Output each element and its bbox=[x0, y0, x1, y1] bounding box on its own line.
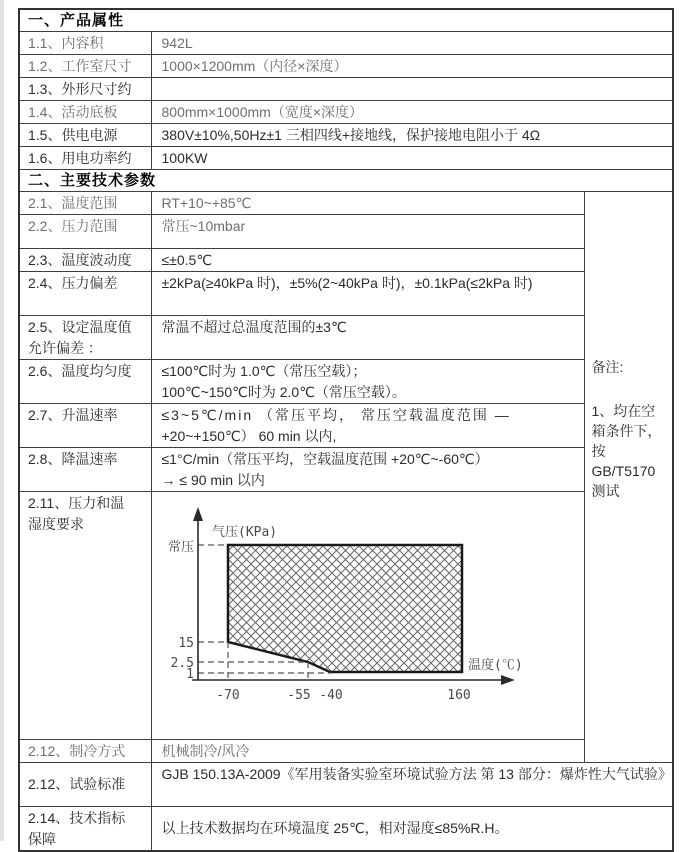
row-value bbox=[151, 78, 673, 101]
row-value: ±2kPa(≥40kPa 时)，±5%(2~40kPa 时)，±0.1kPa(≤2kPa 时) bbox=[151, 272, 584, 316]
row-label: 1.1、内容积 bbox=[19, 32, 151, 55]
row-value: 1000×1200mm（内径×深度） bbox=[151, 55, 673, 78]
table-row bbox=[19, 249, 673, 272]
allowed-region-hatched bbox=[228, 545, 462, 672]
row-label-line2: 允许偏差 ： bbox=[28, 340, 102, 356]
remarks-line: 1、均在空箱条件下，按 bbox=[591, 403, 662, 459]
row-label: 1.2、工作室尺寸 bbox=[19, 55, 151, 78]
y-tick-15: 15 bbox=[177, 636, 194, 651]
remarks-line: GB/T5170 bbox=[591, 463, 656, 479]
row-value-line2: +20~+150℃） 60 min 以内, bbox=[161, 428, 337, 444]
row-label: 2.3、温度波动度 bbox=[19, 249, 151, 272]
table-row bbox=[19, 124, 673, 147]
row-value: 常压~10mbar bbox=[151, 215, 584, 249]
row-label: 2.8、降温速率 bbox=[19, 448, 151, 492]
x-tick-minus40: -40 bbox=[318, 688, 343, 703]
y-axis-arrow bbox=[193, 507, 203, 521]
y-tick-1: 1 bbox=[185, 667, 194, 682]
row-label: 2.2、压力范围 bbox=[19, 215, 151, 249]
section1-title: 一、产品属性 bbox=[19, 9, 673, 32]
row-value: 以上技术数据均在环境温度 25℃，相对湿度≤85%R.H。 bbox=[151, 807, 673, 852]
row-label: 2.1、温度范围 bbox=[19, 192, 151, 215]
row-label: 1.3、外形尺寸约 bbox=[19, 78, 151, 101]
row-value: 机械制冷/风冷 bbox=[151, 740, 584, 763]
table-row bbox=[19, 807, 673, 852]
row-label: 1.4、活动底板 bbox=[19, 101, 151, 124]
row-label: 1.6、用电功率约 bbox=[19, 147, 151, 170]
y-tick-2-5: 2.5 bbox=[170, 656, 194, 671]
row-value: ≤±0.5℃ bbox=[151, 249, 584, 272]
x-axis-title: 温度(℃) bbox=[467, 658, 523, 673]
table-row bbox=[19, 272, 673, 316]
x-tick-minus70: -70 bbox=[215, 688, 240, 703]
y-axis-title: 气压(KPa) bbox=[211, 525, 277, 540]
page-edge-strip bbox=[0, 0, 4, 841]
row-label-line1: 2.5、设定温度值 bbox=[28, 319, 132, 335]
row-value bbox=[151, 360, 584, 404]
row-label-line1: 2.11、压力和温 bbox=[28, 495, 125, 511]
table-row bbox=[19, 316, 673, 360]
row-value-line1: ≤100℃时为 1.0℃（常压空载）； bbox=[161, 363, 367, 379]
x-tick-minus55: -55 bbox=[286, 688, 311, 703]
row-label: 2.7、升温速率 bbox=[19, 404, 151, 448]
table-row bbox=[19, 215, 673, 249]
row-label-line2: 保障 bbox=[28, 831, 56, 847]
table-row bbox=[19, 448, 673, 492]
table-row bbox=[19, 404, 673, 448]
table-row bbox=[19, 55, 673, 78]
row-label bbox=[19, 492, 151, 740]
row-value-line2: → ≤ 90 min 以内 bbox=[161, 472, 265, 488]
row-value-line2: 100℃~150℃时为 2.0℃（常压空载）。 bbox=[161, 384, 406, 400]
row-label bbox=[19, 316, 151, 360]
x-axis-arrow bbox=[501, 675, 515, 685]
row-label: 2.12、制冷方式 bbox=[19, 740, 151, 763]
row-value: 942L bbox=[151, 32, 673, 55]
remarks-line: 测试 bbox=[591, 483, 620, 499]
chart-svg bbox=[152, 492, 583, 733]
row-label-line2: 湿度要求 bbox=[28, 516, 84, 532]
row-value: 380V±10%,50Hz±1 三相四线+接地线，保护接地电阻小于 4Ω bbox=[151, 124, 673, 147]
row-value-line1: ≤3~5℃/min （常压平均， 常压空载温度范围 — bbox=[161, 407, 511, 423]
row-label: 2.6、温度均匀度 bbox=[19, 360, 151, 404]
table-row bbox=[19, 763, 673, 807]
table-row bbox=[19, 78, 673, 101]
table-row bbox=[19, 147, 673, 170]
y-tick-normal-pressure: 常压 bbox=[167, 540, 194, 555]
row-label: 2.4、压力偏差 bbox=[19, 272, 151, 316]
table-row bbox=[19, 192, 673, 215]
spec-table bbox=[18, 8, 674, 852]
table-row bbox=[19, 32, 673, 55]
remarks-title: 备注: bbox=[591, 359, 624, 375]
table-row bbox=[19, 101, 673, 124]
row-value bbox=[151, 404, 584, 448]
row-value: 100KW bbox=[151, 147, 673, 170]
chart-row bbox=[19, 492, 673, 740]
row-label-line1: 2.14、技术指标 bbox=[28, 810, 126, 826]
row-value bbox=[151, 448, 584, 492]
table-row bbox=[19, 360, 673, 404]
row-value: GJB 150.13A-2009《军用装备实验室环境试验方法 第 13 部分：爆炸性大气试验》 bbox=[151, 763, 673, 807]
remarks-cell bbox=[584, 192, 673, 763]
x-tick-160: 160 bbox=[446, 688, 471, 703]
pressure-temperature-chart bbox=[151, 492, 584, 740]
section2-header-row bbox=[19, 170, 673, 192]
row-value-line1: ≤1°C/min（常压平均，空载温度范围 +20℃~-60℃） bbox=[161, 451, 489, 467]
row-value: RT+10~+85℃ bbox=[151, 192, 584, 215]
section1-header-row bbox=[19, 9, 673, 32]
spec-document bbox=[18, 8, 674, 852]
row-label: 1.5、供电电源 bbox=[19, 124, 151, 147]
row-value: 800mm×1000mm（宽度×深度） bbox=[151, 101, 673, 124]
row-label: 2.12、试验标准 bbox=[19, 763, 151, 807]
row-label bbox=[19, 807, 151, 852]
row-value: 常温不超过总温度范围的±3℃ bbox=[151, 316, 584, 360]
table-row bbox=[19, 740, 673, 763]
section2-title: 二、主要技术参数 bbox=[19, 170, 673, 192]
